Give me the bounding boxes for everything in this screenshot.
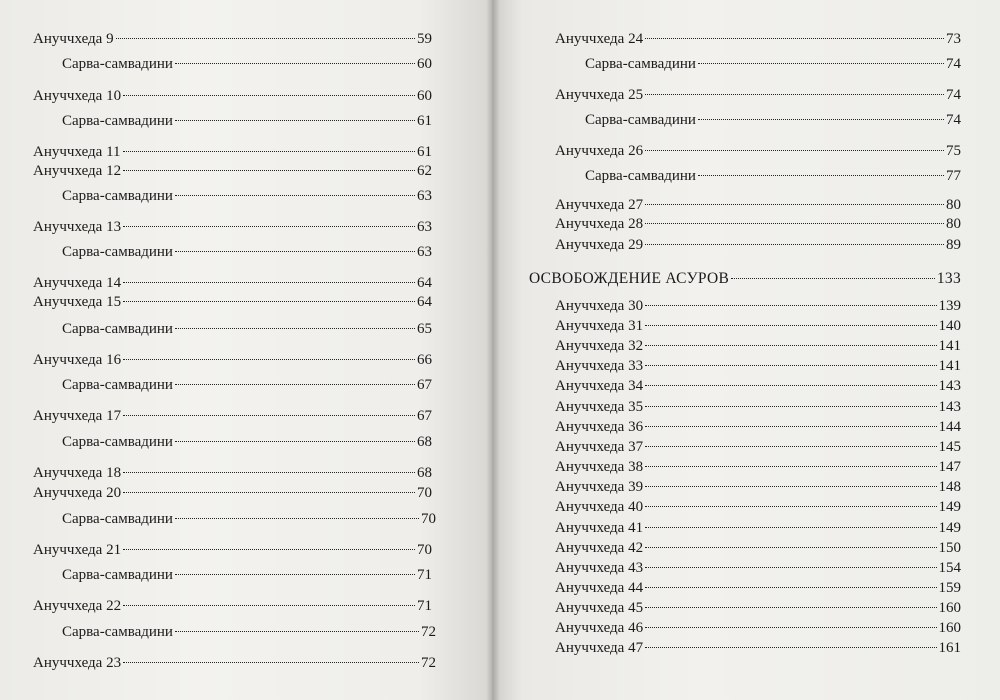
toc-entry-title: Сарва-самвадини xyxy=(62,321,173,337)
toc-subentry xyxy=(62,112,432,130)
dot-leader xyxy=(175,574,415,575)
dot-leader xyxy=(645,627,936,628)
dot-leader xyxy=(645,223,944,224)
dot-leader xyxy=(175,384,415,385)
toc-entry-page-number: 160 xyxy=(938,600,961,616)
dot-leader xyxy=(645,607,936,608)
toc-entry-page-number: 159 xyxy=(938,580,961,596)
toc-entry-page-number: 150 xyxy=(938,540,961,556)
toc-subentry xyxy=(62,320,432,338)
toc-entry-page-number: 66 xyxy=(417,352,432,368)
toc-entry xyxy=(555,458,961,476)
dot-leader xyxy=(645,38,944,39)
dot-leader xyxy=(123,415,415,416)
toc-entry-page-number: 133 xyxy=(936,270,961,287)
toc-entry-title: Ануччхеда 13 xyxy=(33,219,122,235)
toc-entry-title: Ануччхеда 44 xyxy=(555,580,644,596)
toc-entry-title: Ануччхеда 40 xyxy=(555,499,644,515)
toc-entry xyxy=(555,317,961,335)
dot-leader xyxy=(645,506,936,507)
left-page xyxy=(0,0,492,700)
dot-leader xyxy=(645,527,936,528)
dot-leader xyxy=(123,170,415,171)
dot-leader xyxy=(645,325,936,326)
toc-entry-page-number: 59 xyxy=(417,31,432,47)
toc-entry-title: Сарва-самвадини xyxy=(62,567,173,583)
toc-entry-page-number: 72 xyxy=(421,624,436,640)
toc-subentry xyxy=(62,55,432,73)
dot-leader xyxy=(645,244,944,245)
toc-entry-title: Сарва-самвадини xyxy=(585,56,696,72)
toc-entry-title: Ануччхеда 24 xyxy=(555,31,644,47)
dot-leader xyxy=(645,486,936,487)
toc-entry-page-number: 141 xyxy=(938,358,961,374)
toc-subentry xyxy=(62,187,432,205)
toc-entry-page-number: 65 xyxy=(417,321,432,337)
toc-entry-page-number: 144 xyxy=(938,419,961,435)
dot-leader xyxy=(123,359,415,360)
toc-entry-page-number: 71 xyxy=(417,598,432,614)
toc-subentry xyxy=(62,243,432,261)
toc-entry-page-number: 62 xyxy=(417,163,432,179)
dot-leader xyxy=(175,328,415,329)
toc-entry xyxy=(555,398,961,416)
toc-entry xyxy=(555,337,961,355)
toc-entry xyxy=(33,162,432,180)
toc-entry-page-number: 141 xyxy=(938,338,961,354)
dot-leader xyxy=(645,385,936,386)
dot-leader xyxy=(175,631,419,632)
toc-entry-page-number: 147 xyxy=(938,459,961,475)
toc-entry xyxy=(33,87,432,105)
dot-leader xyxy=(645,365,936,366)
toc-entry xyxy=(33,218,432,236)
toc-entry xyxy=(555,599,961,617)
toc-entry-title: Ануччхеда 45 xyxy=(555,600,644,616)
toc-entry-page-number: 60 xyxy=(417,88,432,104)
toc-subentry xyxy=(62,623,436,641)
toc-entry-page-number: 67 xyxy=(417,377,432,393)
dot-leader xyxy=(645,345,936,346)
dot-leader xyxy=(731,278,935,279)
toc-entry-title: Ануччхеда 36 xyxy=(555,419,644,435)
book-gutter xyxy=(486,0,500,700)
toc-entry xyxy=(555,498,961,516)
toc-entry xyxy=(33,30,432,48)
toc-entry xyxy=(555,357,961,375)
toc-entry xyxy=(555,619,961,637)
toc-entry-page-number: 77 xyxy=(946,168,961,184)
toc-entry-page-number: 145 xyxy=(938,439,961,455)
toc-entry-title: Ануччхеда 34 xyxy=(555,378,644,394)
toc-entry-title: Ануччхеда 39 xyxy=(555,479,644,495)
toc-entry-title: Ануччхеда 27 xyxy=(555,197,644,213)
toc-entry-page-number: 148 xyxy=(938,479,961,495)
toc-entry-page-number: 80 xyxy=(946,216,961,232)
dot-leader xyxy=(123,472,415,473)
toc-entry-page-number: 64 xyxy=(417,294,432,310)
dot-leader xyxy=(175,518,419,519)
toc-entry-title: Сарва-самвадини xyxy=(62,56,173,72)
dot-leader xyxy=(123,95,415,96)
toc-subentry xyxy=(62,510,436,528)
toc-entry-page-number: 61 xyxy=(417,113,432,129)
toc-entry-title: Сарва-самвадини xyxy=(585,112,696,128)
dot-leader xyxy=(698,119,944,120)
dot-leader xyxy=(645,204,944,205)
toc-entry-page-number: 68 xyxy=(417,434,432,450)
toc-entry-page-number: 161 xyxy=(938,640,961,656)
dot-leader xyxy=(116,38,415,39)
toc-entry xyxy=(33,484,432,502)
toc-subentry xyxy=(62,433,432,451)
toc-entry-title: Ануччхеда 29 xyxy=(555,237,644,253)
dot-leader xyxy=(645,150,944,151)
dot-leader xyxy=(645,94,944,95)
toc-entry-page-number: 61 xyxy=(417,144,432,160)
dot-leader xyxy=(123,151,415,152)
toc-entry xyxy=(555,236,961,254)
toc-subentry xyxy=(585,111,961,129)
toc-entry-title: Сарва-самвадини xyxy=(62,244,173,260)
dot-leader xyxy=(645,567,936,568)
toc-entry-page-number: 149 xyxy=(938,499,961,515)
toc-entry xyxy=(555,579,961,597)
toc-entry-title: Ануччхеда 16 xyxy=(33,352,122,368)
toc-entry-title: Ануччхеда 15 xyxy=(33,294,122,310)
dot-leader xyxy=(175,195,415,196)
toc-entry-page-number: 89 xyxy=(946,237,961,253)
toc-entry-page-number: 72 xyxy=(421,655,436,671)
toc-entry-page-number: 68 xyxy=(417,465,432,481)
dot-leader xyxy=(123,282,415,283)
right-page xyxy=(492,0,1000,700)
toc-entry-page-number: 70 xyxy=(417,542,432,558)
toc-subentry xyxy=(585,167,961,185)
dot-leader xyxy=(123,492,415,493)
toc-entry-page-number: 143 xyxy=(938,399,961,415)
toc-entry-page-number: 139 xyxy=(938,298,961,314)
toc-entry-page-number: 74 xyxy=(946,87,961,103)
toc-entry xyxy=(555,438,961,456)
toc-entry xyxy=(555,196,961,214)
dot-leader xyxy=(645,547,936,548)
toc-entry-title: Ануччхеда 47 xyxy=(555,640,644,656)
toc-entry xyxy=(555,377,961,395)
toc-subentry xyxy=(585,55,961,73)
toc-entry-page-number: 63 xyxy=(417,244,432,260)
toc-entry xyxy=(33,351,432,369)
toc-entry-title: Ануччхеда 14 xyxy=(33,275,122,291)
toc-entry xyxy=(33,407,432,425)
toc-entry xyxy=(33,293,432,311)
toc-entry xyxy=(33,464,432,482)
toc-entry-page-number: 154 xyxy=(938,560,961,576)
dot-leader xyxy=(123,662,419,663)
toc-entry-page-number: 75 xyxy=(946,143,961,159)
toc-entry-page-number: 74 xyxy=(946,112,961,128)
toc-entry-title: Ануччхеда 30 xyxy=(555,298,644,314)
toc-entry-title: Ануччхеда 43 xyxy=(555,560,644,576)
toc-entry-page-number: 71 xyxy=(417,567,432,583)
toc-entry-title: Сарва-самвадини xyxy=(62,511,173,527)
toc-subentry xyxy=(62,566,432,584)
toc-entry xyxy=(33,654,436,672)
dot-leader xyxy=(123,605,415,606)
toc-entry xyxy=(555,639,961,657)
toc-entry-page-number: 74 xyxy=(946,56,961,72)
toc-entry-title: Ануччхеда 12 xyxy=(33,163,122,179)
toc-entry xyxy=(555,215,961,233)
dot-leader xyxy=(123,226,415,227)
toc-entry-title: Сарва-самвадини xyxy=(62,377,173,393)
toc-entry-title: Ануччхеда 33 xyxy=(555,358,644,374)
toc-entry-title: Ануччхеда 21 xyxy=(33,542,122,558)
toc-entry-title: Ануччхеда 32 xyxy=(555,338,644,354)
toc-entry xyxy=(555,539,961,557)
toc-entry-page-number: 73 xyxy=(946,31,961,47)
dot-leader xyxy=(645,647,936,648)
toc-subentry xyxy=(62,376,432,394)
toc-entry-title: Ануччхеда 11 xyxy=(33,144,121,160)
dot-leader xyxy=(645,406,936,407)
toc-entry-title: Ануччхеда 31 xyxy=(555,318,644,334)
toc-entry-title: Сарва-самвадини xyxy=(62,113,173,129)
toc-entry xyxy=(555,297,961,315)
toc-entry-page-number: 70 xyxy=(421,511,436,527)
dot-leader xyxy=(175,441,415,442)
dot-leader xyxy=(698,63,944,64)
toc-entry-title: Сарва-самвадини xyxy=(62,624,173,640)
dot-leader xyxy=(175,251,415,252)
toc-section-heading xyxy=(529,270,961,288)
toc-entry-title: Ануччхеда 35 xyxy=(555,399,644,415)
dot-leader xyxy=(175,120,415,121)
dot-leader xyxy=(123,301,415,302)
toc-entry-title: Ануччхеда 9 xyxy=(33,31,114,47)
dot-leader xyxy=(698,175,944,176)
toc-entry-title: Ануччхеда 46 xyxy=(555,620,644,636)
toc-entry-title: Ануччхеда 20 xyxy=(33,485,122,501)
toc-entry xyxy=(33,597,432,615)
toc-entry-title: Ануччхеда 18 xyxy=(33,465,122,481)
toc-entry-title: Ануччхеда 38 xyxy=(555,459,644,475)
toc-entry-page-number: 67 xyxy=(417,408,432,424)
toc-entry-page-number: 63 xyxy=(417,188,432,204)
toc-entry xyxy=(555,86,961,104)
toc-entry-page-number: 60 xyxy=(417,56,432,72)
toc-entry xyxy=(33,274,432,292)
toc-entry-title: Ануччхеда 28 xyxy=(555,216,644,232)
toc-entry-title: Сарва-самвадини xyxy=(62,434,173,450)
dot-leader xyxy=(645,587,936,588)
dot-leader xyxy=(123,549,415,550)
toc-entry xyxy=(33,143,432,161)
toc-entry xyxy=(33,541,432,559)
toc-entry xyxy=(555,478,961,496)
dot-leader xyxy=(645,466,936,467)
toc-entry xyxy=(555,142,961,160)
toc-entry-title: Ануччхеда 37 xyxy=(555,439,644,455)
toc-entry-title: Ануччхеда 22 xyxy=(33,598,122,614)
toc-entry-page-number: 70 xyxy=(417,485,432,501)
toc-entry-title: Ануччхеда 25 xyxy=(555,87,644,103)
toc-entry-page-number: 64 xyxy=(417,275,432,291)
dot-leader xyxy=(175,63,415,64)
toc-entry-page-number: 143 xyxy=(938,378,961,394)
toc-entry-title: Ануччхеда 17 xyxy=(33,408,122,424)
toc-entry-title: Ануччхеда 23 xyxy=(33,655,122,671)
toc-entry-page-number: 80 xyxy=(946,197,961,213)
toc-entry-title: Сарва-самвадини xyxy=(585,168,696,184)
toc-entry-title: Ануччхеда 26 xyxy=(555,143,644,159)
dot-leader xyxy=(645,305,936,306)
toc-entry-title: ОСВОБОЖДЕНИЕ АСУРОВ xyxy=(529,270,730,287)
toc-entry xyxy=(555,30,961,48)
toc-entry-page-number: 63 xyxy=(417,219,432,235)
toc-entry xyxy=(555,519,961,537)
toc-entry-page-number: 160 xyxy=(938,620,961,636)
toc-entry-title: Ануччхеда 10 xyxy=(33,88,122,104)
toc-entry-title: Сарва-самвадини xyxy=(62,188,173,204)
dot-leader xyxy=(645,446,936,447)
toc-entry-title: Ануччхеда 41 xyxy=(555,520,644,536)
toc-entry-page-number: 149 xyxy=(938,520,961,536)
toc-entry xyxy=(555,418,961,436)
dot-leader xyxy=(645,426,936,427)
toc-entry-page-number: 140 xyxy=(938,318,961,334)
toc-entry xyxy=(555,559,961,577)
toc-entry-title: Ануччхеда 42 xyxy=(555,540,644,556)
